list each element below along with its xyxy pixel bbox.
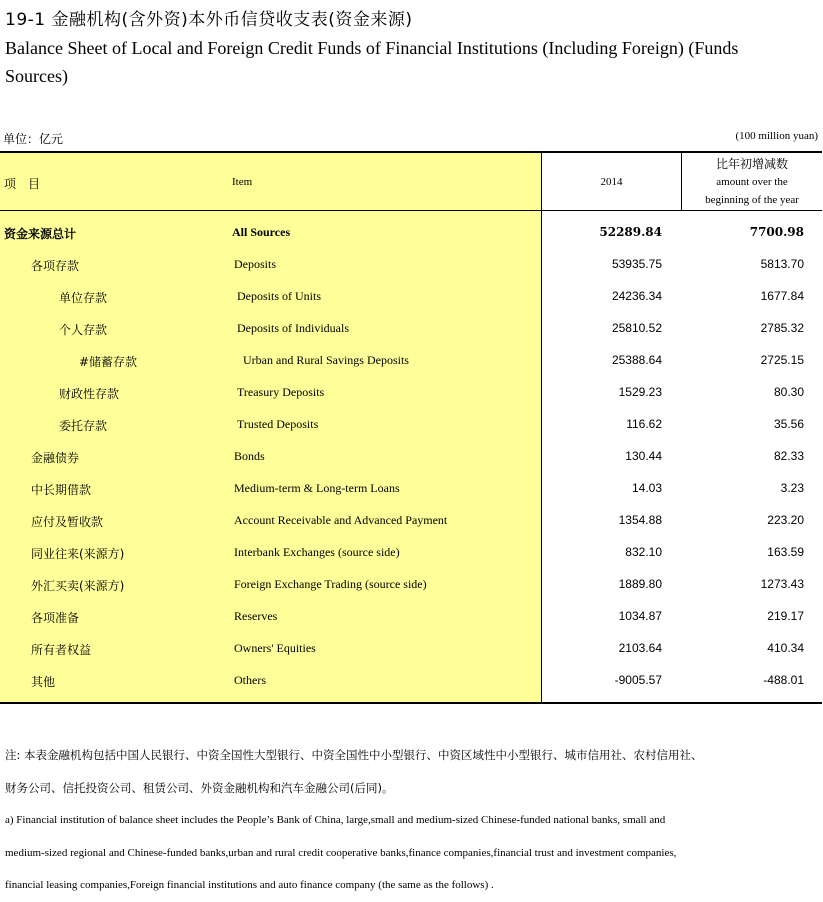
header-item-cn: 项 目 <box>4 177 41 191</box>
row-label-cn: 财政性存款 <box>59 387 120 401</box>
row-label-cn: 委托存款 <box>59 419 108 433</box>
row-label-en: Treasury Deposits <box>237 385 325 399</box>
value-change: 219.17 <box>767 609 804 623</box>
row-label-cn: 单位存款 <box>59 291 108 305</box>
row-label-cn: 外汇买卖(来源方) <box>31 579 125 593</box>
note-en-line-2: medium-sized regional and Chinese-funded banks,urban and rural credit cooperative banks,finance companies,financial trust and investment companies, <box>5 846 677 859</box>
value-change: -488.01 <box>763 673 804 687</box>
footnotes <box>5 739 820 902</box>
table-row <box>0 665 822 697</box>
value-2014: 832.10 <box>625 545 662 559</box>
header-divider <box>0 210 822 211</box>
value-change: 2785.32 <box>760 321 804 335</box>
value-2014: 24236.34 <box>611 289 662 303</box>
row-label-cn: 其他 <box>31 675 56 689</box>
table-row <box>0 345 822 377</box>
row-label-en: Deposits <box>234 257 276 271</box>
unit-label-cn: 单位：亿元 <box>3 132 64 146</box>
row-label-en: Interbank Exchanges (source side) <box>234 545 400 559</box>
value-2014: 1034.87 <box>618 609 662 623</box>
value-2014: 25810.52 <box>611 321 662 335</box>
value-change: 35.56 <box>773 417 804 431</box>
table-row <box>0 569 822 601</box>
table-row <box>0 473 822 505</box>
row-label-en: Deposits of Individuals <box>237 321 349 335</box>
row-label-cn: 各项准备 <box>31 611 80 625</box>
row-label-en: Medium-term & Long-term Loans <box>234 481 400 495</box>
header-item-en: Item <box>232 176 253 188</box>
table-row <box>0 505 822 537</box>
row-label-cn: #储蓄存款 <box>79 355 138 369</box>
row-label-en: Account Receivable and Advanced Payment <box>234 513 448 527</box>
row-label-cn: 个人存款 <box>59 323 108 337</box>
row-label-cn: 各项存款 <box>31 259 80 273</box>
row-label-cn: 资金来源总计 <box>4 227 77 241</box>
row-label-cn: 中长期借款 <box>31 483 92 497</box>
value-change: 1273.43 <box>760 577 804 591</box>
balance-sheet-table <box>0 151 822 704</box>
value-2014: 53935.75 <box>611 257 662 271</box>
row-label-en: Foreign Exchange Trading (source side) <box>234 577 427 591</box>
table-row <box>0 281 822 313</box>
value-change: 223.20 <box>767 513 804 527</box>
value-2014: 116.62 <box>626 417 662 431</box>
value-change: 163.59 <box>767 545 804 559</box>
unit-label-en: (100 million yuan) <box>735 130 818 142</box>
row-label-en: Others <box>234 673 266 687</box>
row-label-en: Bonds <box>234 449 265 463</box>
header-change-en-2: beginning of the year <box>705 194 799 206</box>
value-2014: 52289.84 <box>599 225 662 239</box>
header-change-cn: 比年初增减数 <box>715 157 788 171</box>
value-change: 7700.98 <box>749 225 804 239</box>
value-change: 410.34 <box>767 641 804 655</box>
table-row <box>0 249 822 281</box>
row-label-en: Trusted Deposits <box>237 417 319 431</box>
table-row <box>0 537 822 569</box>
value-change: 82.33 <box>773 449 804 463</box>
table-row <box>0 633 822 665</box>
table-row <box>0 409 822 441</box>
page-title-en: Balance Sheet of Local and Foreign Credit Funds of Financial Institutions (Including Foreign) (Funds Sources) <box>5 38 739 86</box>
value-change: 1677.84 <box>760 289 804 303</box>
row-label-en: Owners' Equities <box>234 641 316 655</box>
note-cn-line-2: 财务公司、信托投资公司、租赁公司、外资金融机构和汽车金融公司(后同)。 <box>5 780 394 795</box>
table-row <box>0 601 822 633</box>
value-2014: -9005.57 <box>614 673 662 687</box>
value-2014: 25388.64 <box>611 353 662 367</box>
row-label-en: Urban and Rural Savings Deposits <box>243 353 409 367</box>
row-label-cn: 所有者权益 <box>31 643 92 657</box>
value-change: 80.30 <box>773 385 804 399</box>
table-row <box>0 377 822 409</box>
note-en-line-3: financial leasing companies,Foreign financial institutions and auto finance company (the same as the follows) . <box>5 879 494 891</box>
note-cn-line-1: 注: 本表金融机构包括中国人民银行、中资全国性大型银行、中资全国性中小型银行、中资区域性中小型银行、城市信用社、农村信用社、 <box>5 748 703 762</box>
value-2014: 130.44 <box>625 449 662 463</box>
row-label-cn: 金融债券 <box>31 451 80 465</box>
value-change: 3.23 <box>780 481 804 495</box>
value-change: 5813.70 <box>760 257 804 271</box>
page-title-cn: 19-1 金融机构(含外资)本外币信贷收支表(资金来源) <box>5 10 413 30</box>
header-year: 2014 <box>600 176 623 188</box>
table-row <box>0 441 822 473</box>
row-label-en: Reserves <box>234 609 278 623</box>
table-row <box>0 313 822 345</box>
value-2014: 2103.64 <box>618 641 662 655</box>
table-row <box>0 217 822 249</box>
header-change-en-1: amount over the <box>716 176 788 188</box>
row-label-cn: 应付及暂收款 <box>31 515 104 529</box>
value-2014: 1354.88 <box>618 513 662 527</box>
row-label-en: All Sources <box>232 225 291 239</box>
row-label-en: Deposits of Units <box>237 289 321 303</box>
header-change <box>682 155 822 209</box>
value-2014: 14.03 <box>631 481 662 495</box>
row-label-cn: 同业往来(来源方) <box>31 547 125 561</box>
value-change: 2725.15 <box>760 353 804 367</box>
value-2014: 1889.80 <box>618 577 662 591</box>
value-2014: 1529.23 <box>618 385 662 399</box>
note-en-line-1: a) Financial institution of balance sheet includes the People’s Bank of China, large,small and medium-sized Chinese-funded national banks, small and <box>5 814 666 826</box>
